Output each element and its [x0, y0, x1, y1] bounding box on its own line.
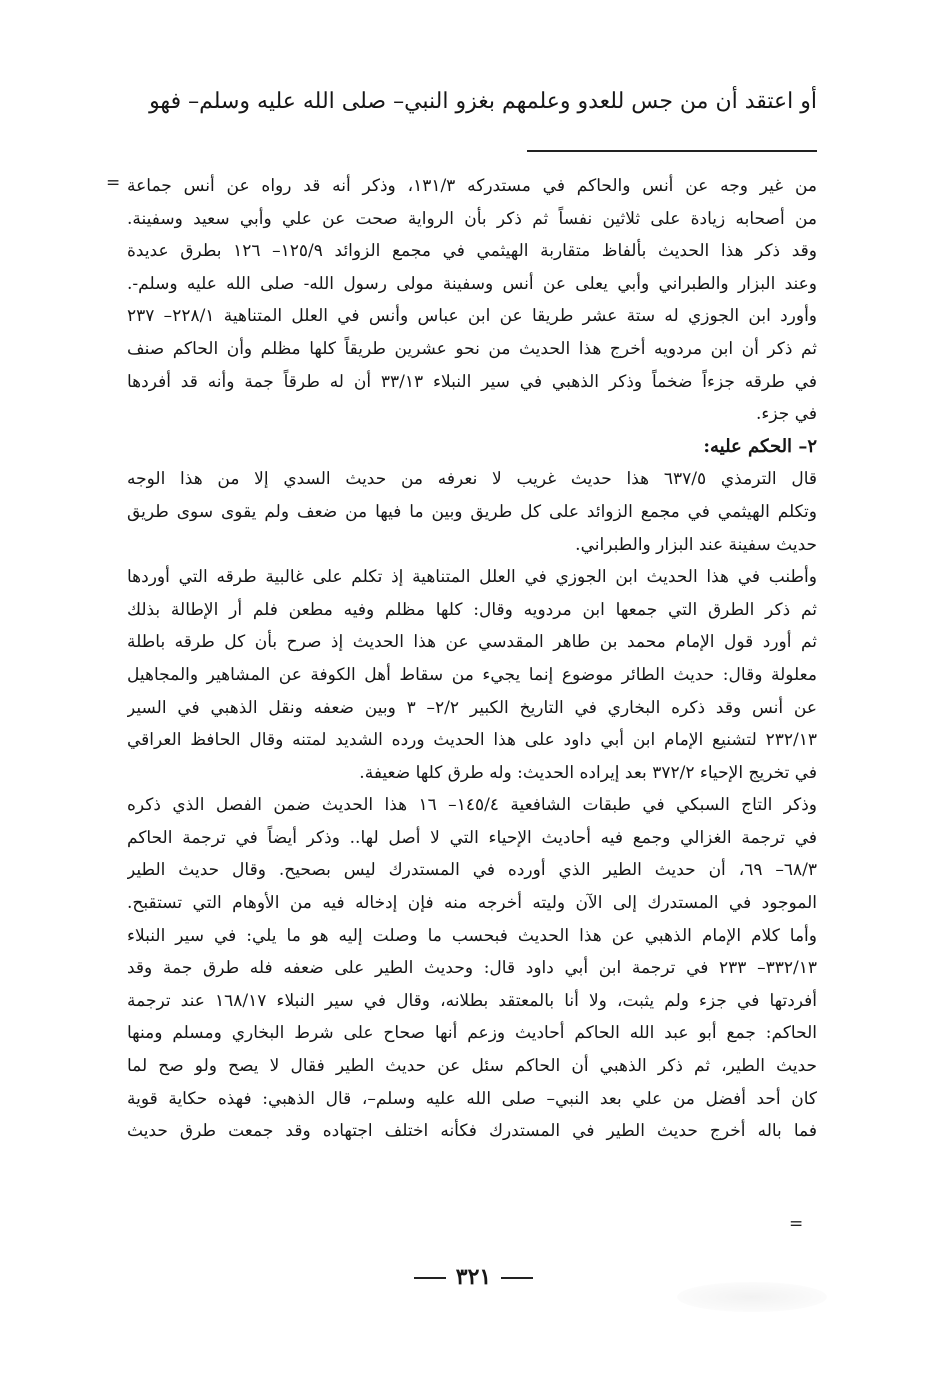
footnote-line: من غير وجه عن أنس والحاكم في مستدركه ١٣١/٣، وذكر أنه قد رواه عن أنس جماعة: [127, 176, 817, 196]
footnote-line: أفردتها في جزء ولم يثبت، ولا أنا بالمعتقد بطلانه، وقال في سير النبلاء ١٦٨/١٧ عند ترجمة: [127, 990, 817, 1011]
footnote-end-marker: =: [789, 1214, 804, 1234]
page-number-dash-left: [501, 1277, 533, 1279]
footnote-line: ثم ذكر أن ابن مردويه أخرج هذا الحديث من نحو عشرين طريقاً كلها مظلم وأن الحاكم صنف: [127, 338, 817, 359]
footnote-line: ٢٣٢/١٣ لتشنيع الإمام ابن أبي داود على هذا الحديث ورده الشديد لمتنه وقال الحافظ العراقي: [127, 730, 817, 751]
footnote-separator: [527, 150, 817, 152]
footnote-line: وقد ذكر هذا الحديث بألفاظ متقاربة الهيثمي في مجمع الزوائد ١٢٥/٩– ١٢٦ بطرق عديدة: [127, 241, 817, 262]
page-number: ٣٢١: [455, 1264, 492, 1290]
footnote-line: وأورد ابن الجوزي له ستة عشر طريقا عن ابن عباس وأنس في العلل المتناهية ٢٢٨/١– ٢٣٧: [127, 306, 817, 327]
footnote-line: الموجود في المستدرك إلى الآن وليته أخرجه منه فإن إدخاله فيه من الأوهام التي تستقبح.: [127, 893, 817, 914]
footnotes: [127, 170, 817, 1148]
page-number-dash-right: [414, 1277, 446, 1279]
footnote-line: معلولة وقال: حديث الطائر موضوع إنما يجيء من سقاط أهل الكوفة عن المشاهير والمجاهيل: [127, 664, 817, 685]
section-heading: ٢– الحكم عليه:: [703, 435, 817, 457]
footnote-line: وأطنب في هذا الحديث ابن الجوزي في العلل المتناهية إذ تكلم على غالبية طرقه التي أوردها: [127, 567, 817, 588]
footnote-line: ٣٣٢/١٣– ٢٣٣ في ترجمة ابن أبي داود قال: وحديث الطير على ضعفه فله طرق جمة وقد: [127, 958, 817, 979]
footnote-line: في ترجمة الغزالي وجمع فيه أحاديث الإحياء التي لا أصل لها.. وذكر أيضاً في ترجمة الحاكم: [127, 827, 817, 848]
footnote-line: عن أنس وقد ذكره البخاري في التاريخ الكبير ٢/٢– ٣ وبين ضعفه ونقل الذهبي في السير: [127, 697, 817, 718]
scan-smudge: [677, 1282, 827, 1312]
footnote-line: الحاكم: جمع أبو عبد الله الحاكم أحاديث وزعم أنها صحاح على شرط البخاري ومسلم ومنها: [127, 1023, 817, 1044]
footnote-line: ٦٨/٣– ٦٩، أن حديث الطير الذي أورده في المستدرك ليس بصحيح. وقال حديث الطير: [127, 860, 817, 881]
footnote-line: وأما كلام الإمام الذهبي عن هذا الحديث فبحسب ما وصلت إليه هو ما يلي: في سير النبلاء: [127, 925, 817, 946]
footnote-line: وتكلم الهيثمي في مجمع الزوائد على كل طريق وبين ما فيها من ضعف ولم يقوى سوى طريق: [127, 501, 817, 522]
footnote-continuation-marker: =: [106, 173, 121, 193]
footnote-line: فما باله أخرج حديث الطير في المستدرك فكأنه اختلف اجتهاده وقد جمعت طرق حديث: [127, 1121, 817, 1142]
footnote-line: ثم أورد قول الإمام محمد بن طاهر المقدسي عن هذا الحديث إذ صرح بأن كل طرقه باطلة: [127, 632, 817, 653]
footnote-line: كان أحد أفضل من علي بعد النبي– صلى الله عليه وسلم–، قال الذهبي: فهذه حكاية قوية: [127, 1088, 817, 1109]
footnote-line: ثم ذكر الطرق التي جمعها ابن مردويه وقال: كلها مظلم وفيه مطعن فلم أر الإطالة بذلك: [127, 599, 817, 620]
footnote-line: حديث الطير، ثم ذكر الذهبي أن الحاكم سئل عن حديث الطير فقال لا يصح ولو صح لما: [127, 1056, 817, 1077]
footnote-line: من أصحابه زيادة على ثلاثين نفساً ثم ذكر بأن الرواية صحت عن علي وأبي سعيد وسفينة.: [127, 208, 817, 229]
footnote-line: في جزء.: [756, 404, 817, 425]
main-text-line: أو اعتقد أن من جس للعدو وعلمهم بغزو النبي– صلى الله عليه وسلم– فهو: [149, 89, 817, 114]
footnote-line: في تخريج الإحياء ٣٧٢/٢ بعد إيراده الحديث: وله طرق كلها ضعيفة.: [359, 762, 817, 783]
footnote-line: قال الترمذي ٦٣٧/٥ هذا حديث غريب لا نعرفه من حديث السدي إلا من هذا الوجه: [127, 469, 817, 490]
footnote-line: وعند البزار والطبراني وأبي يعلى عن أنس وسفينة مولى رسول الله- صلى الله عليه وسلم-.: [127, 273, 817, 294]
footnote-line: وذكر التاج السبكي في طبقات الشافعية ١٤٥/٤– ١٦ هذا الحديث ضمن الفصل الذي ذكره: [127, 795, 817, 816]
footnote-line: حديث سفينة عند البزار والطبراني.: [575, 534, 817, 555]
footnote-line: في طرقه جزءاً ضخماً وذكر الذهبي في سير النبلاء ٣٣/١٣ أن له طرقاً جمة وأنه قد أفردها: [127, 371, 817, 392]
